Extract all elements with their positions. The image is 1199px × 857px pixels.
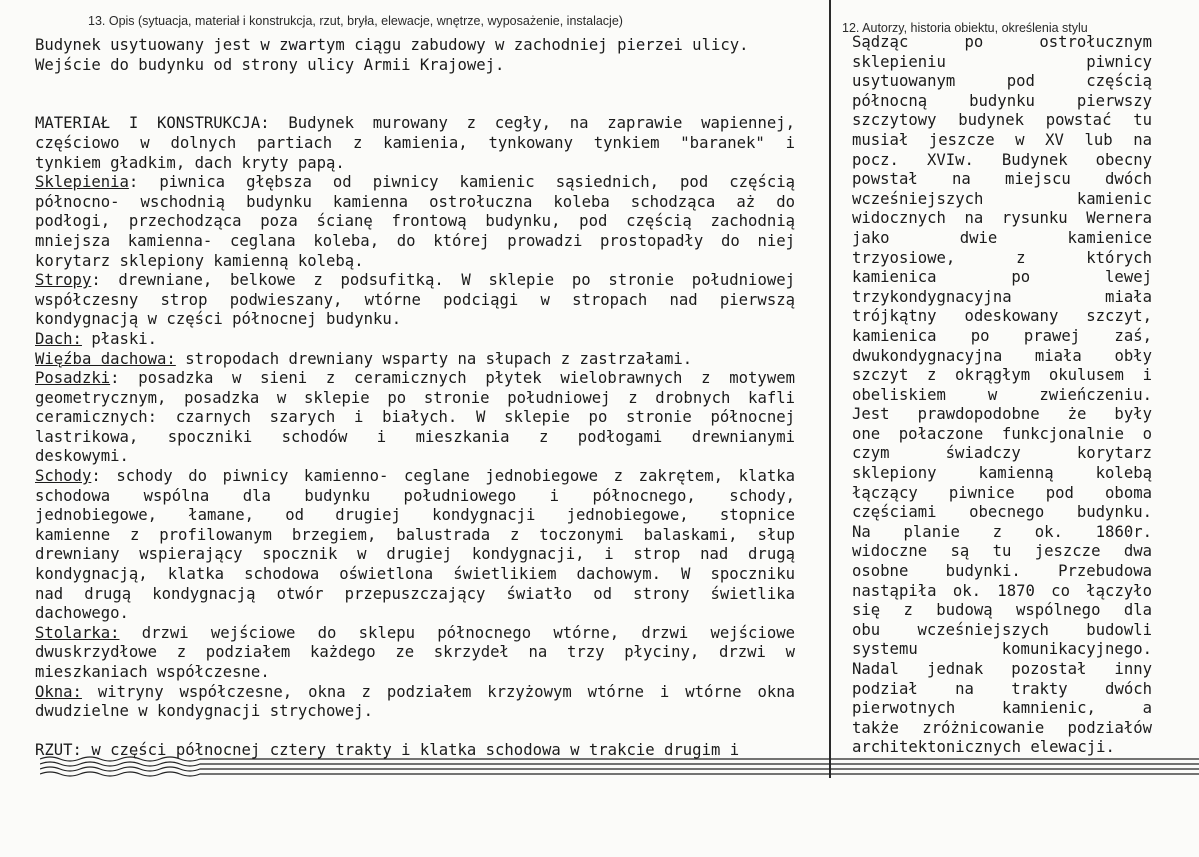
wiezba-text: stropodach drewniany wsparty na słupach z zastrzałami. — [175, 349, 693, 368]
sklepienia-text: : piwnica głębsza od piwnicy kamienic sąsiednich, pod częścią — [128, 173, 795, 192]
material-line: częściowo w dolnych partiach z kamienia, tynkowany tynkiem "baranek" i — [35, 133, 795, 152]
stolarka-label: Stolarka: — [35, 623, 120, 642]
stolarka-line: mieszkaniach współczesne. — [35, 663, 270, 681]
wave-line — [40, 757, 1199, 761]
okna-line: dwudzielne w kondygnacji strychowej. — [35, 702, 373, 721]
history-line: dwukondygnacyjna miała obły — [852, 346, 1152, 365]
history-line: się z budową wspólnego dla — [852, 601, 1152, 620]
posadzki-line — [35, 369, 795, 389]
dach-label: Dach: — [35, 329, 82, 348]
history-line: wcześniejszych kamienic — [852, 189, 1152, 208]
posadzki-label: Posadzki — [35, 369, 111, 388]
history-line: powstał na miejscu dwóch — [852, 170, 1152, 189]
material-line: MATERIAŁ I KONSTRUKCJA: Budynek murowany z cegły, na zaprawie wapiennej, — [35, 114, 795, 133]
stropy-line: kondygnacją w części północnej budynku. — [35, 310, 402, 329]
dach-line — [35, 330, 795, 350]
posadzki-text: : posadzka w sieni z ceramicznych płytek wielobrawnych z motywem — [110, 369, 795, 388]
history-line: one połaczone funkcjonalnie o — [852, 424, 1152, 443]
history-line: systemu komunikacyjnego. — [852, 640, 1152, 659]
history-line: trójkątny odeskowany szczyt, — [852, 307, 1152, 326]
history-line: częściami obecnego budynku. — [852, 503, 1152, 522]
schody-line — [35, 467, 795, 487]
history-line: pierwotnych kamnienic, a — [852, 699, 1152, 718]
history-line: łączący piwnice pod oboma — [852, 483, 1152, 502]
history-line: jako dwie kamienice — [852, 228, 1152, 247]
posadzki-line: lastrikowa, spoczniki schodów i mieszkania z podłogami drewnianymi — [35, 427, 795, 446]
stolarka-line: dwuskrzydłowe z podziałem każdego ze skrzydeł na trzy płyciny, drzwi w — [35, 643, 795, 662]
history-line: sklepiony kamienną kolebą — [852, 464, 1152, 483]
history-line: widocznych na rysunku Wernera — [852, 209, 1152, 228]
location-line: Budynek usytuowany jest w zwartym ciągu zabudowy w zachodniej pierzei ulicy. — [35, 36, 749, 54]
okna-label: Okna: — [35, 682, 82, 701]
sklepienia-label: Sklepienia — [35, 173, 129, 192]
column-divider — [829, 0, 831, 778]
history-line: usytuowanym pod częścią — [852, 72, 1152, 91]
posadzki-line: deskowymi. — [35, 447, 129, 466]
history-line: trzyosiowe, z których — [852, 248, 1152, 267]
material-line: tynkiem gładkim, dach kryty papą. — [35, 153, 345, 172]
okna-text: witryny współczesne, okna z podziałem krzyżowym wtórne i wtórne okna — [81, 682, 795, 701]
history-line: sklepieniu piwnicy — [852, 52, 1152, 71]
history-line: podział na trakty dwóch — [852, 679, 1152, 698]
history-line: kamienica po lewej — [852, 268, 1152, 287]
section-13-header: 13. Opis (sytuacja, materiał i konstrukcja, rzut, bryła, elewacje, wnętrze, wyposażenie, instalacje) — [88, 14, 623, 28]
history-line: architektonicznych elewacji. — [852, 738, 1115, 757]
paragraph-gap — [35, 722, 795, 742]
rzut-line: RZUT: w części północnej cztery trakty i klatka schodowa w trakcie drugim i — [35, 741, 740, 760]
posadzki-line: geometrycznym, posadzka w sklepie po stronie południowej z drobnych kafli — [35, 388, 795, 407]
paragraph-gap — [35, 75, 795, 95]
wiezba-label: Więźba dachowa: — [35, 349, 176, 368]
history-line: szczytowy budynek powstać tu — [852, 111, 1152, 130]
stropy-line: współczesny strop podwieszany, wtórne podciągi w stropach nad pierwszą — [35, 290, 795, 309]
schody-line: jednobiegowe, łamane, od drugiej kondygnacji jednobiegowe, stopnice — [35, 506, 795, 525]
history-line: obeliskiem w zwieńczeniu. — [852, 385, 1152, 404]
sklepienia-line: podłogi, przechodząca poza ścianę frontową budynku, pod częścią zachodnią — [35, 212, 795, 231]
stolarka-line — [35, 624, 795, 644]
history-line: nastąpiła ok. 1870 co łączyło — [852, 581, 1152, 600]
location-line: Wejście do budynku od strony ulicy Armii Krajowej. — [35, 55, 505, 74]
history-line: Nadal jednak pozostał inny — [852, 660, 1152, 678]
paragraph-gap — [35, 95, 795, 115]
history-line: obu wcześniejszych budowli — [852, 620, 1152, 639]
history-line: Sądząc po ostrołucznym — [852, 33, 1152, 51]
history-line: Na planie z ok. 1860r. — [852, 522, 1152, 541]
sklepienia-line — [35, 173, 795, 193]
section-12-header: 12. Autorzy, historia obiektu, określenia stylu — [842, 21, 1088, 35]
description-column — [35, 36, 795, 761]
history-line: północną budynku pierwszy — [852, 91, 1152, 110]
history-line: czym świadczy korytarz — [852, 444, 1152, 463]
wave-line — [40, 772, 1199, 776]
schody-text: : schody do piwnicy kamienno- ceglane jednobiegowe z zakrętem, klatka — [91, 467, 795, 486]
wiezba-line — [35, 350, 795, 370]
history-line: pocz. XVIw. Budynek obecny — [852, 150, 1152, 169]
wave-line — [40, 762, 1199, 766]
history-line: Jest prawdopodobne że były — [852, 405, 1152, 424]
stropy-line — [35, 271, 795, 291]
stropy-text: : drewniane, belkowe z podsufitką. W sklepie po stronie południowej — [91, 271, 795, 290]
history-line: szczyt z okrągłym okulusem i — [852, 366, 1152, 385]
perforation-wave-border — [40, 755, 1199, 779]
history-column — [852, 33, 1152, 758]
history-line: widoczne są tu jeszcze dwa — [852, 542, 1152, 561]
schody-line: kamienne z profilowanym brzegiem, balustrada z toczonymi balaskami, słup — [35, 525, 795, 544]
schody-line: schodowa wspólna dla budynku południowego i północnego, schody, — [35, 486, 795, 505]
history-line: także zróżnicowanie podziałów — [852, 718, 1152, 737]
schody-line: kondygnacją, klatka schodowa oświetlona świetlikiem dachowym. W spoczniku — [35, 565, 795, 584]
stropy-label: Stropy — [35, 271, 92, 290]
schody-line: drewniany wspierający spocznik w drugiej kondygnacji, i strop nad drugą — [35, 545, 795, 564]
history-line: kamienica po prawej zaś, — [852, 326, 1152, 345]
stolarka-text: drzwi wejściowe do sklepu północnego wtórne, drzwi wejściowe — [119, 623, 795, 642]
sklepienia-line: mniejsza kamienna- ceglana koleba, do której prowadzi prostopadły do niej — [35, 231, 795, 250]
dach-text: płaski. — [81, 329, 158, 348]
wave-line — [40, 767, 1199, 771]
schody-label: Schody — [35, 467, 92, 486]
history-line: osobne budynki. Przebudowa — [852, 562, 1152, 581]
sklepienia-line: północno- wschodnią budynku kamienna ostrołuczna koleba schodząca aż do — [35, 192, 795, 211]
okna-line — [35, 683, 795, 703]
schody-line: dachowego. — [35, 604, 129, 623]
sklepienia-line: korytarz sklepiony kamienną kolebą. — [35, 251, 364, 270]
history-line: trzykondygnacyjna miała — [852, 287, 1152, 306]
posadzki-line: ceramicznych: czarnych szarych i białych. W sklepie po stronie północnej — [35, 408, 795, 427]
schody-line: nad drugą kondygnacją otwór przepuszczający światło od strony świetlika — [35, 584, 795, 603]
history-line: musiał jeszcze w XV lub na — [852, 130, 1152, 149]
